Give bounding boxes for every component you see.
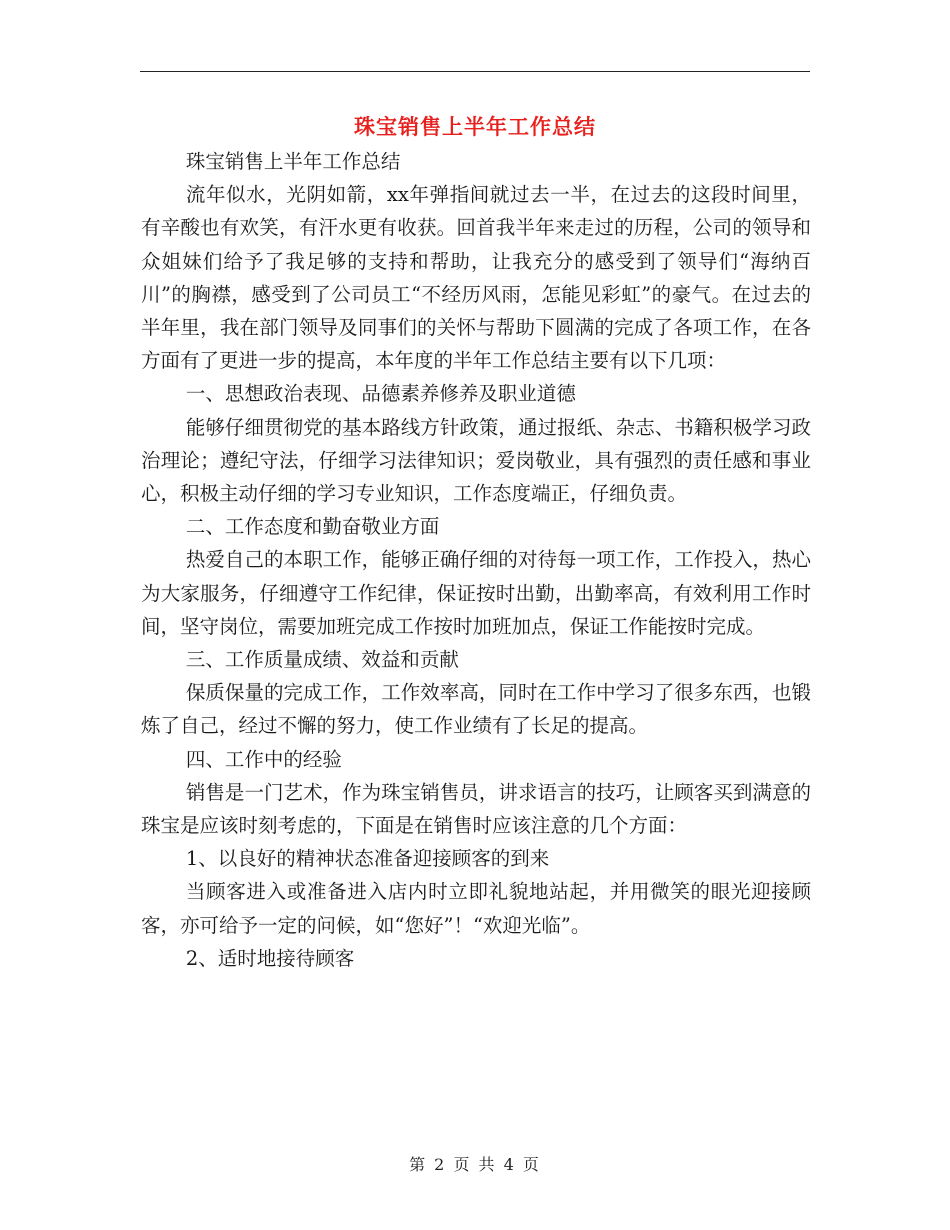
paragraph-subtitle: 珠宝销售上半年工作总结 [185,150,401,173]
section-heading-3: 三、工作质量成绩、效益和贡献 [185,648,459,672]
header-rule [140,71,810,72]
paragraph-section-3: 保质保量的完成工作，工作效率高，同时在工作中学习了很多东西，也锻炼了自己，经过不懈的努力，使工作业绩有了长足的提高。 [141,681,811,738]
paragraph-section-4: 销售是一门艺术，作为珠宝销售员，讲求语言的技巧，让顾客买到满意的珠宝是应该时刻考虑的，下面是在销售时应该注意的几个方面： [141,780,811,838]
subsection-heading-1: 1、以良好的精神状态准备迎接顾客的到来 [185,847,550,871]
section-heading-1: 一、思想政治表现、品德素养修养及职业道德 [185,382,576,406]
paragraph-subsection-1: 当顾客进入或准备进入店内时立即礼貌地站起，并用微笑的眼光迎接顾客，亦可给予一定的问候，如“您好”！“欢迎光临”。 [141,880,811,937]
paragraph-section-2: 热爱自己的本职工作，能够正确仔细的对待每一项工作，工作投入，热心为大家服务，仔细遵守工作纪律，保证按时出勤，出勤率高，有效利用工作时间，坚守岗位，需要加班完成工作按时加班加点，保证工作能按时完成。 [141,548,811,638]
paragraph-intro: 流年似水，光阴如箭，xx年弹指间就过去一半，在过去的这段时间里，有辛酸也有欢笑，有汗水更有收获。回首我半年来走过的历程，公司的领导和众姐妹们给予了我足够的支持和帮助，让我充分的感受到了领导们“海纳百川”的胸襟，感受到了公司员工“不经历风雨，怎能见彩虹”的豪气。在过去的半年里，我在部门领导及同事们的关怀与帮助下圆满的完成了各项工作，在各方面有了更进一步的提高，本年度的半年工作总结主要有以下几项： [141,183,811,373]
section-heading-2: 二、工作态度和勤奋敬业方面 [185,515,440,539]
page-footer: 第 2 页 共 4 页 [409,1155,541,1174]
document-title: 珠宝销售上半年工作总结 [354,115,596,139]
section-heading-4: 四、工作中的经验 [185,747,342,771]
subsection-heading-2: 2、适时地接待顾客 [185,946,355,970]
document-body [141,145,811,975]
paragraph-section-1: 能够仔细贯彻党的基本路线方针政策，通过报纸、杂志、书籍积极学习政治理论；遵纪守法，仔细学习法律知识；爱岗敬业，具有强烈的责任感和事业心，积极主动仔细的学习专业知识，工作态度端正，仔细负责。 [141,415,811,506]
